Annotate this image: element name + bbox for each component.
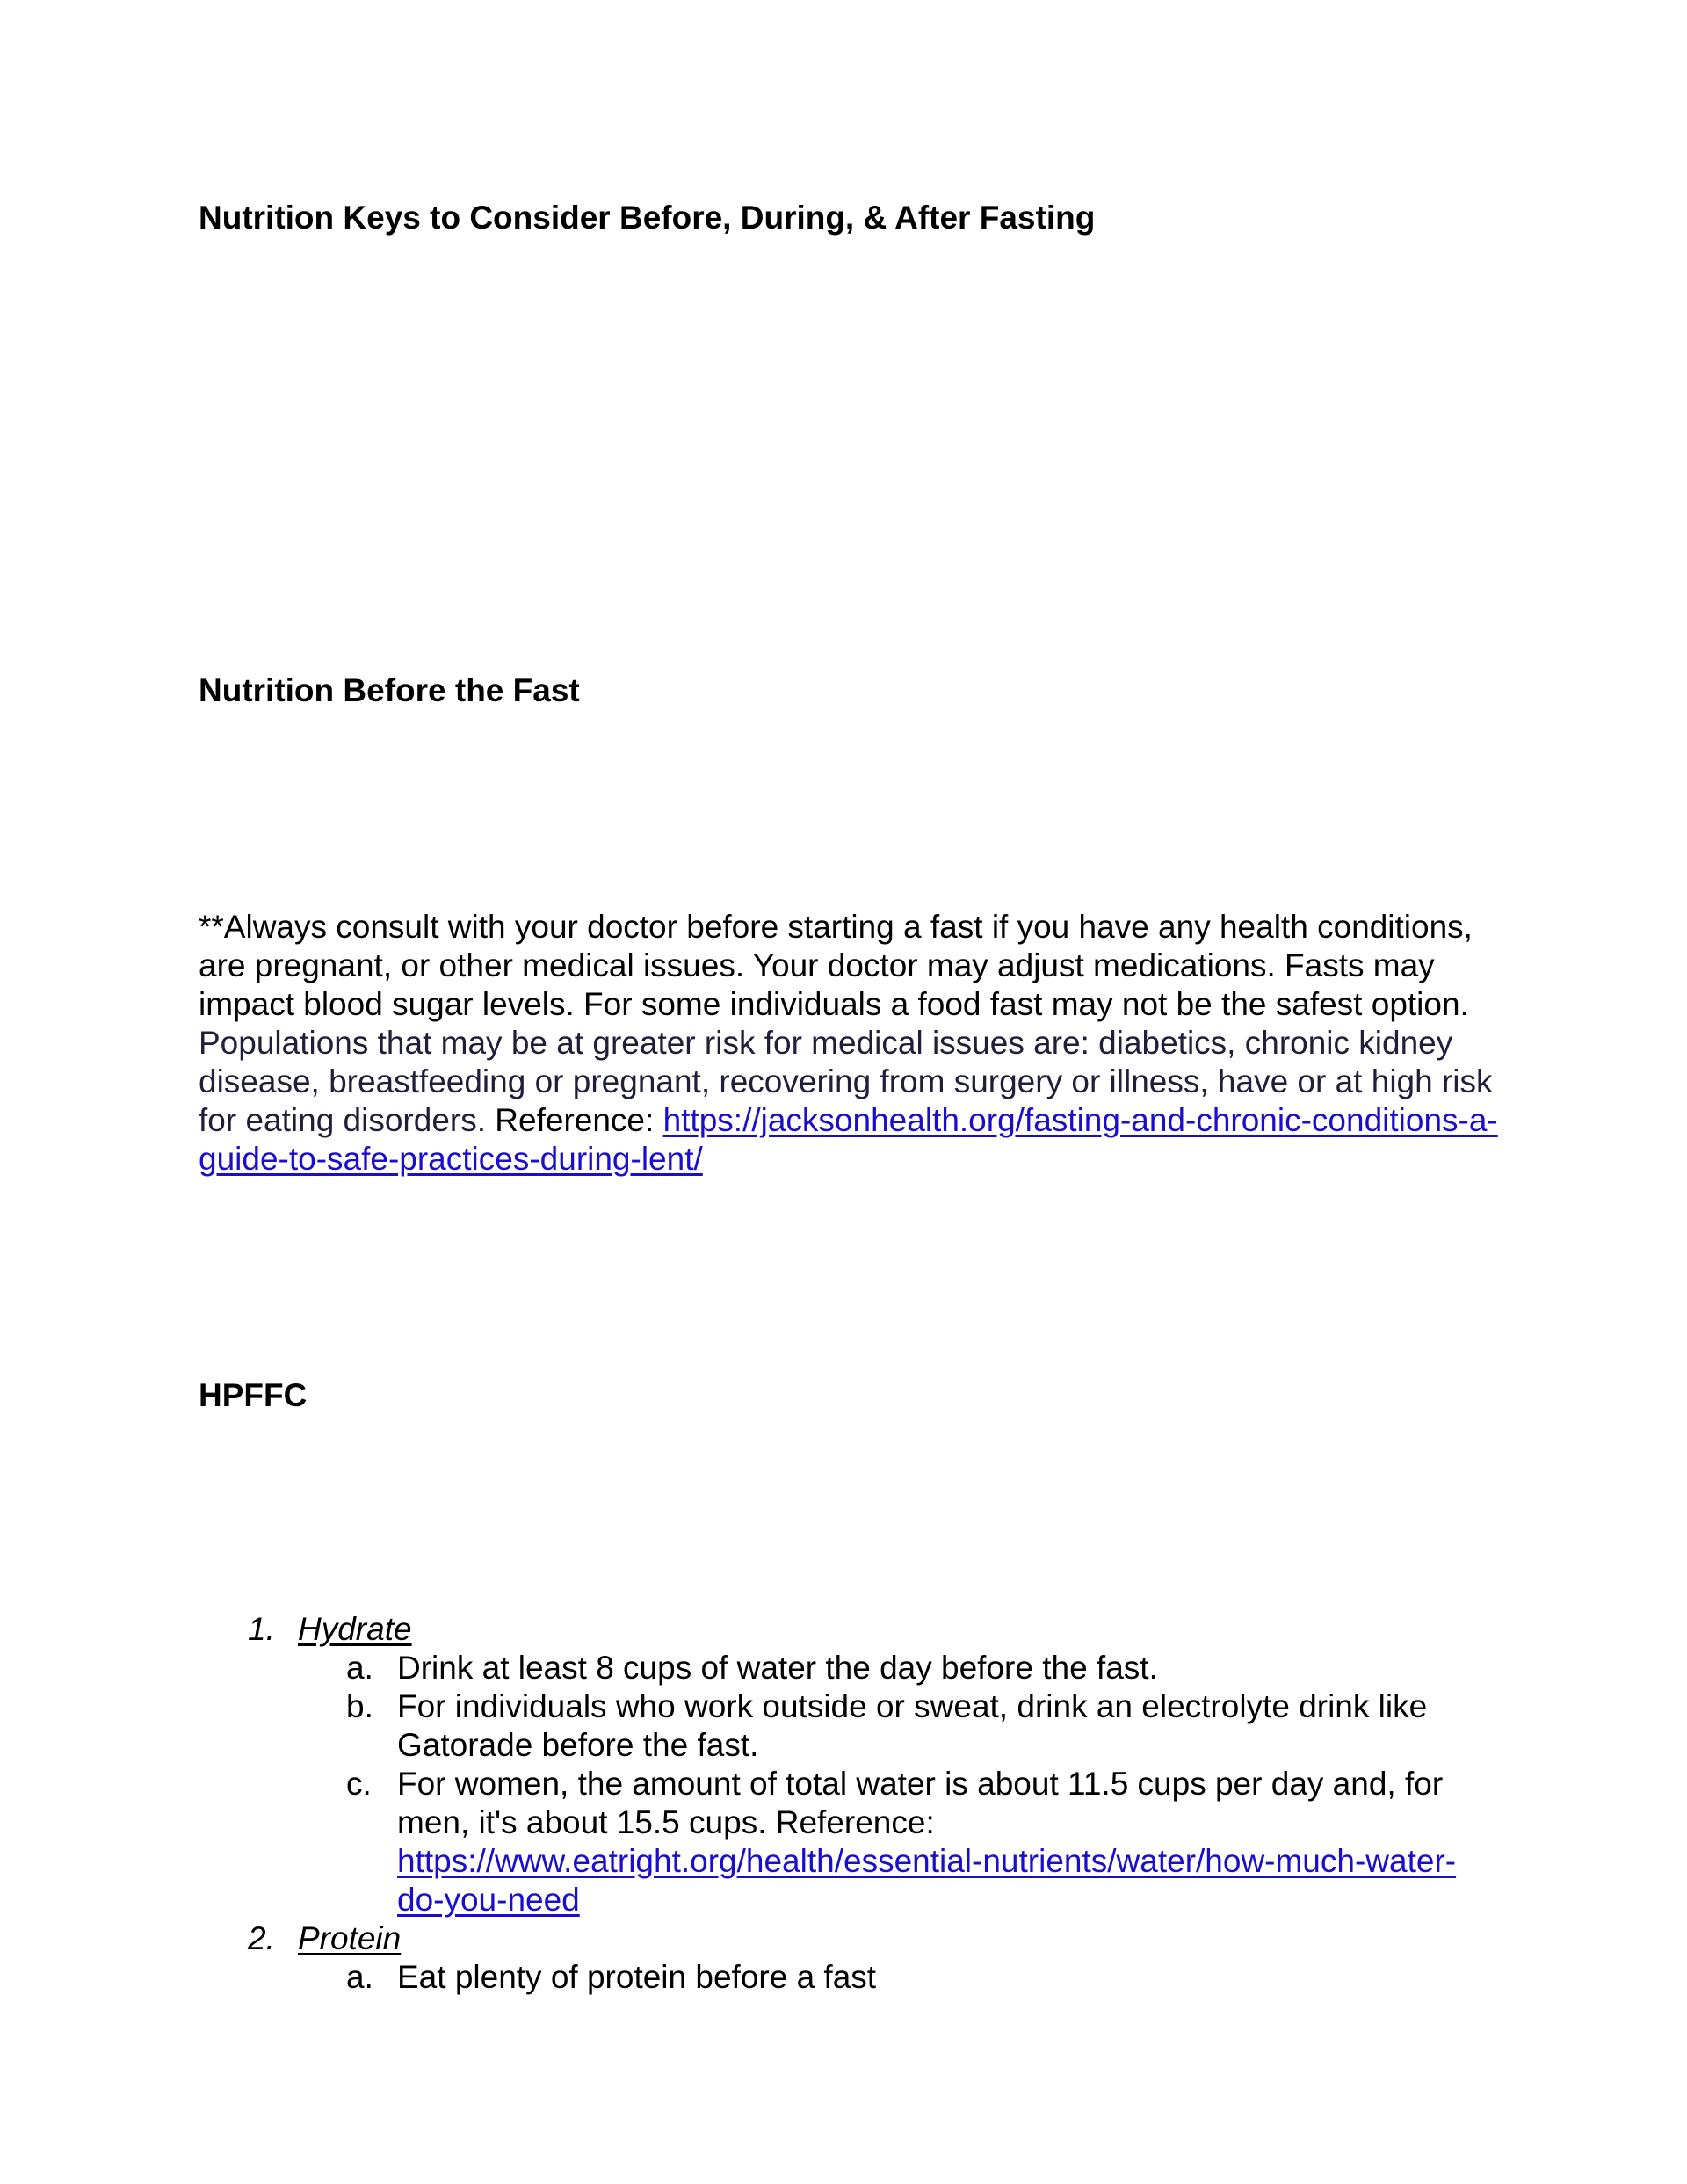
list-item-protein — [199, 1919, 1499, 1997]
sublist-letter: b. — [346, 1688, 373, 1724]
list-item-title: Hydrate — [298, 1611, 412, 1647]
eatright-reference-link[interactable]: https://www.eatright.org/health/essential-nutrients/water/how-much-water-do-you-need — [397, 1843, 1457, 1918]
jacksonhealth-reference-link[interactable]: https://jacksonhealth.org/fasting-and-chronic-conditions-a-guide-to-safe-practices-during-lent/ — [199, 1102, 1498, 1177]
list-item-number: 2. — [248, 1920, 275, 1956]
sublist-text: Eat plenty of protein before a fast — [397, 1959, 877, 1995]
sublist-text: For women, the amount of total water is about 11.5 cups per day and, for men, it's about 15.5 cups. Reference: — [397, 1766, 1444, 1840]
list-item-header — [199, 1610, 1499, 1649]
list-item-hydrate — [199, 1610, 1499, 1919]
sublist-item — [199, 1765, 1499, 1919]
protein-sublist — [199, 1958, 1499, 1997]
sublist-item — [199, 1958, 1499, 1997]
sublist-letter: a. — [346, 1650, 373, 1686]
sublist-item — [199, 1687, 1499, 1765]
disclaimer-reference-label: Reference: — [486, 1102, 663, 1138]
sublist-text: Drink at least 8 cups of water the day before the fast. — [397, 1650, 1158, 1686]
section-heading-before-fast: Nutrition Before the Fast — [199, 672, 580, 708]
sublist-item — [199, 1649, 1499, 1687]
sublist-letter: a. — [346, 1959, 373, 1995]
nutrition-list — [199, 1610, 1499, 1997]
list-item-number: 1. — [248, 1611, 275, 1647]
disclaimer-text: **Always consult with your doctor before starting a fast if you have any health conditions, are pregnant, or other medical issues. Your doctor may adjust medications. Fasts may impact blood sugar levels. For some individuals a food fast may not be the safest option. — [199, 909, 1473, 1022]
list-item-header — [199, 1919, 1499, 1958]
list-item-title: Protein — [298, 1920, 402, 1956]
hydrate-sublist — [199, 1649, 1499, 1919]
sublist-text: For individuals who work outside or sweat, drink an electrolyte drink like Gatorade before the fast. — [397, 1688, 1428, 1763]
acronym-heading: HPFFC — [199, 1377, 308, 1413]
document-title: Nutrition Keys to Consider Before, During, & After Fasting — [199, 200, 1096, 236]
disclaimer-paragraph — [199, 908, 1499, 1179]
sublist-letter: c. — [346, 1766, 372, 1802]
disclaimer-populations-text: Populations that may be at greater risk for medical issues are: diabetics, chronic kidney disease, breastfeeding or pregnant, recovering from surgery or illness, have or at high risk for eating disorders. — [199, 1025, 1493, 1138]
